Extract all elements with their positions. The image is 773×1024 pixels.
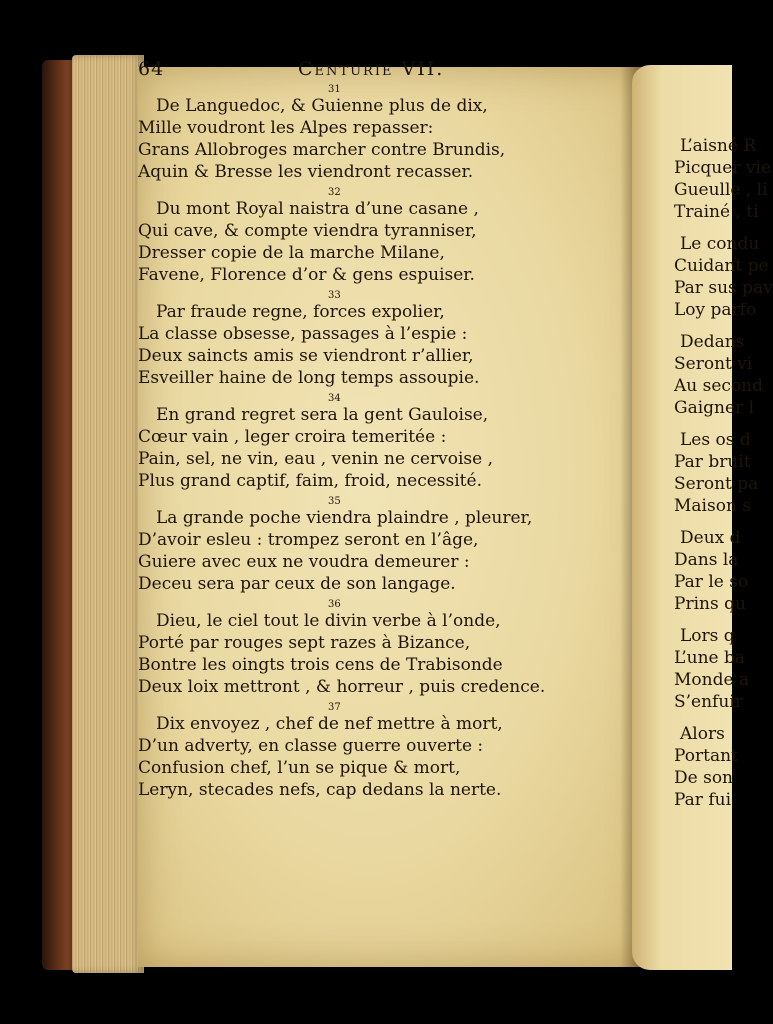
verse-line: Qui cave, & compte viendra tyranniser, xyxy=(138,221,477,241)
facing-verse-line: Portant xyxy=(674,746,738,766)
quatrain-number: 34 xyxy=(328,393,341,404)
facing-page-text xyxy=(674,135,773,821)
facing-verse-line: S’enfuir xyxy=(674,692,743,712)
quatrain-35 xyxy=(138,496,578,595)
verse-line: Bontre les oingts trois cens de Trabisonde xyxy=(138,655,503,675)
verse-line: De Languedoc, & Guienne plus de dix, xyxy=(156,96,488,116)
verse-line: Plus grand captif, faim, froid, necessité. xyxy=(138,471,482,491)
verse-line: Deux loix mettront , & horreur , puis credence. xyxy=(138,677,546,697)
facing-verse-line: L’aisné R xyxy=(680,136,757,156)
facing-verse-line: Par le so xyxy=(674,572,749,592)
facing-verse-line: Seront pa xyxy=(674,474,759,494)
facing-verse-line: Par bruit xyxy=(674,452,751,472)
facing-quatrain xyxy=(674,723,773,811)
quatrain-32 xyxy=(138,187,578,286)
verse-line: Deux saincts amis se viendront r’allier, xyxy=(138,346,474,366)
verse-line: Grans Allobroges marcher contre Brundis, xyxy=(138,140,506,160)
quatrain-31 xyxy=(138,84,578,183)
verse-line: La classe obsesse, passages à l’espie : xyxy=(138,324,468,344)
page-header xyxy=(138,58,558,86)
facing-verse-line: Le condu xyxy=(680,234,760,254)
verse-line: Par fraude regne, forces expolier, xyxy=(156,302,445,322)
facing-verse-line: Trainé , ti xyxy=(674,202,759,222)
verse-line: Mille voudront les Alpes repasser: xyxy=(138,118,434,138)
facing-quatrain xyxy=(674,135,773,223)
verse-line: Deceu sera par ceux de son langage. xyxy=(138,574,456,594)
verse-line: Porté par rouges sept razes à Bizance, xyxy=(138,633,471,653)
facing-quatrain xyxy=(674,429,773,517)
verse-line: Favene, Florence d’or & gens espuiser. xyxy=(138,265,475,285)
facing-quatrain xyxy=(674,625,773,713)
verse-line: D’un adverty, en classe guerre ouverte : xyxy=(138,736,484,756)
quatrain-block xyxy=(138,84,578,805)
quatrain-number: 36 xyxy=(328,599,341,610)
quatrain-37 xyxy=(138,702,578,801)
facing-quatrain xyxy=(674,331,773,419)
facing-verse-line: Deux d xyxy=(680,528,741,548)
verse-line: Esveiller haine de long temps assoupie. xyxy=(138,368,480,388)
facing-verse-line: L’une ba xyxy=(674,648,745,668)
facing-verse-line: Dedans xyxy=(680,332,745,352)
verse-line: Dresser copie de la marche Milane, xyxy=(138,243,445,263)
facing-verse-line: Picquer vie xyxy=(674,158,771,178)
verse-line: Aquin & Bresse les viendront recasser. xyxy=(138,162,474,182)
quatrain-number: 32 xyxy=(328,187,341,198)
facing-verse-line: Lors q xyxy=(680,626,735,646)
verse-line: Dieu, le ciel tout le divin verbe à l’onde, xyxy=(156,611,501,631)
quatrain-33 xyxy=(138,290,578,389)
facing-verse-line: Maison s xyxy=(674,496,752,516)
page-number: 64 xyxy=(138,58,165,80)
quatrain-number: 35 xyxy=(328,496,341,507)
facing-verse-line: Au second xyxy=(674,376,764,396)
verse-line: Leryn, stecades nefs, cap dedans la nerte. xyxy=(138,780,502,800)
quatrain-number: 33 xyxy=(328,290,341,301)
verse-line: La grande poche viendra plaindre , pleurer, xyxy=(156,508,533,528)
quatrain-number: 31 xyxy=(328,84,341,95)
running-title: Centurie VII. xyxy=(298,58,445,80)
quatrain-34 xyxy=(138,393,578,492)
facing-verse-line: Prins qu xyxy=(674,594,746,614)
facing-verse-line: Loy parfo xyxy=(674,300,757,320)
facing-verse-line: Par sus pav xyxy=(674,278,773,298)
recto-page-partial xyxy=(632,65,773,970)
facing-verse-line: Gueulle , li xyxy=(674,180,768,200)
page-fore-edge xyxy=(72,55,144,973)
quatrain-number: 37 xyxy=(328,702,341,713)
quatrain-36 xyxy=(138,599,578,698)
facing-verse-line: Les os d xyxy=(680,430,751,450)
verse-line: Confusion chef, l’un se pique & mort, xyxy=(138,758,461,778)
facing-verse-line: De son xyxy=(674,768,734,788)
verse-line: Cœur vain , leger croira temeritée : xyxy=(138,427,447,447)
verse-line: Pain, sel, ne vin, eau , venin ne cervoise , xyxy=(138,449,493,469)
facing-verse-line: Par fui xyxy=(674,790,732,810)
verse-line: En grand regret sera la gent Gauloise, xyxy=(156,405,489,425)
facing-quatrain xyxy=(674,527,773,615)
facing-verse-line: Cuidant pe xyxy=(674,256,769,276)
verse-line: D’avoir esleu : trompez seront en l’âge, xyxy=(138,530,479,550)
facing-verse-line: Alors xyxy=(680,724,725,744)
facing-verse-line: Dans la xyxy=(674,550,739,570)
verse-line: Du mont Royal naistra d’une casane , xyxy=(156,199,479,219)
facing-verse-line: Gaigner l xyxy=(674,398,755,418)
verse-line: Guiere avec eux ne voudra demeurer : xyxy=(138,552,470,572)
facing-quatrain xyxy=(674,233,773,321)
facing-verse-line: Monde a xyxy=(674,670,750,690)
facing-verse-line: Seront vi xyxy=(674,354,753,374)
verse-line: Dix envoyez , chef de nef mettre à mort, xyxy=(156,714,503,734)
